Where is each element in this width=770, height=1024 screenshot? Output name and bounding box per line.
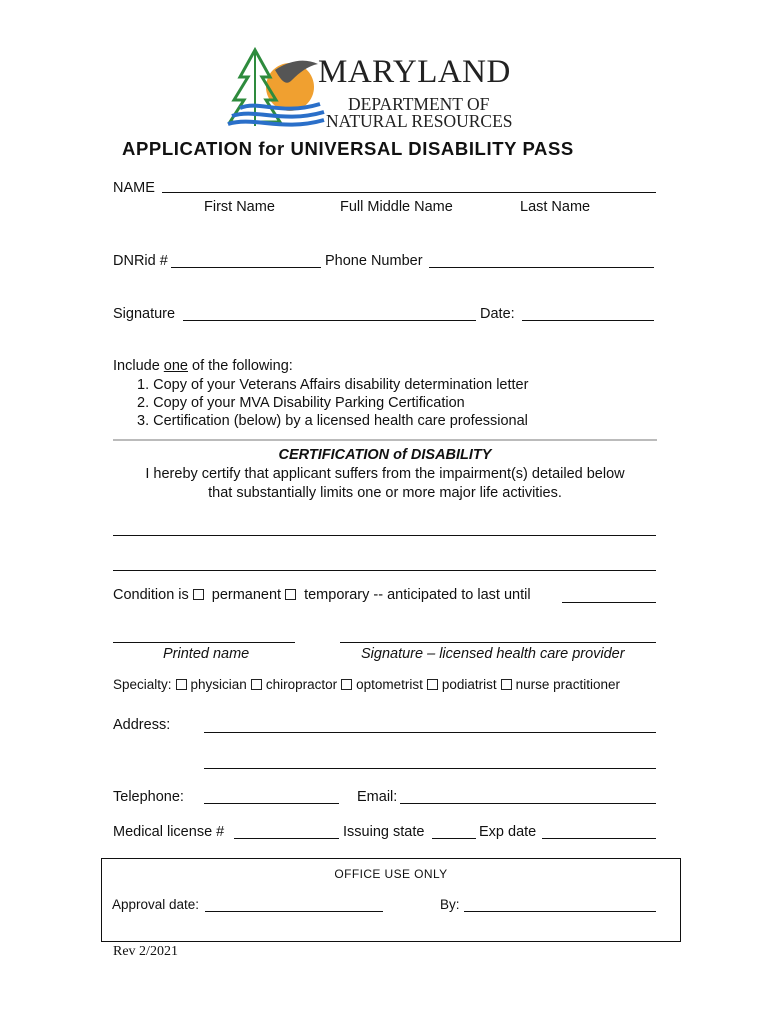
email-label: Email: <box>357 789 398 805</box>
condition-label: Condition is <box>113 587 189 603</box>
exp-date-field[interactable] <box>542 823 656 839</box>
certification-heading: CERTIFICATION of DISABILITY <box>278 447 492 463</box>
physician-checkbox[interactable] <box>176 679 187 690</box>
telephone-label: Telephone: <box>113 789 184 805</box>
impairment-line-2[interactable] <box>113 555 656 571</box>
include-item-1: 1. Copy of your Veterans Affairs disability determination letter <box>137 377 529 393</box>
certification-line1: I hereby certify that applicant suffers from the impairment(s) detailed below <box>145 466 625 482</box>
telephone-field[interactable] <box>204 788 339 804</box>
license-label: Medical license # <box>113 824 225 840</box>
optometrist-checkbox[interactable] <box>341 679 352 690</box>
include-suffix: of the following: <box>188 358 293 374</box>
exp-date-label: Exp date <box>479 824 537 840</box>
office-by-field[interactable] <box>464 897 656 912</box>
address-label: Address: <box>113 717 171 733</box>
provider-signature-caption: Signature – licensed health care provider <box>361 646 625 662</box>
approval-date-field[interactable] <box>205 897 383 912</box>
specialty-label: Specialty: <box>113 677 172 692</box>
form-title: APPLICATION for UNIVERSAL DISABILITY PASS <box>122 138 574 159</box>
printed-name-caption: Printed name <box>163 646 250 662</box>
podiatrist-checkbox[interactable] <box>427 679 438 690</box>
impairment-line-1[interactable] <box>113 520 656 536</box>
office-use-box <box>101 858 681 942</box>
nurse-practitioner-checkbox[interactable] <box>501 679 512 690</box>
permanent-checkbox[interactable] <box>193 589 204 600</box>
issuing-state-field[interactable] <box>432 823 476 839</box>
signature-label: Signature <box>113 306 176 322</box>
logo-maryland-text: MARYLAND <box>318 54 511 90</box>
last-name-caption: Last Name <box>520 199 591 215</box>
first-name-caption: First Name <box>204 199 275 215</box>
specialty-row <box>113 677 620 692</box>
dnr-logo-mark-icon <box>220 42 330 132</box>
name-field[interactable] <box>162 177 656 193</box>
name-label: NAME <box>113 180 155 196</box>
office-use-heading: OFFICE USE ONLY <box>334 867 448 881</box>
logo-dept-line2: NATURAL RESOURCES <box>326 111 513 131</box>
section-divider <box>113 439 657 441</box>
signature-field[interactable] <box>183 305 476 321</box>
permanent-label: permanent <box>211 587 282 603</box>
provider-signature-field[interactable] <box>340 627 656 643</box>
issuing-state-label: Issuing state <box>343 824 425 840</box>
office-by-label: By: <box>440 897 460 912</box>
printed-name-field[interactable] <box>113 627 295 643</box>
phone-label: Phone Number <box>325 253 423 269</box>
middle-name-caption: Full Middle Name <box>340 199 453 215</box>
include-prefix: Include <box>113 358 164 374</box>
include-intro <box>113 358 293 374</box>
date-field[interactable] <box>522 305 654 321</box>
email-field[interactable] <box>400 788 656 804</box>
certification-line2: that substantially limits one or more major life activities. <box>208 485 562 501</box>
phone-field[interactable] <box>429 252 654 268</box>
specialty-option-podiatrist: podiatrist <box>441 677 497 692</box>
dnrid-label: DNRid # <box>113 253 168 269</box>
condition-row <box>113 587 531 603</box>
specialty-option-chiropractor: chiropractor <box>265 677 338 692</box>
dnr-logo <box>220 42 550 132</box>
specialty-option-nurse-practitioner: nurse practitioner <box>515 677 620 692</box>
include-item-2: 2. Copy of your MVA Disability Parking Certification <box>137 395 465 411</box>
address-line-1[interactable] <box>204 717 656 733</box>
specialty-option-physician: physician <box>190 677 247 692</box>
revision-text: Rev 2/2021 <box>113 944 178 959</box>
include-one: one <box>163 358 188 374</box>
temporary-until-field[interactable] <box>562 587 656 603</box>
chiropractor-checkbox[interactable] <box>251 679 262 690</box>
temporary-checkbox[interactable] <box>285 589 296 600</box>
approval-date-label: Approval date: <box>112 897 200 912</box>
date-label: Date: <box>480 306 515 322</box>
dnrid-field[interactable] <box>171 252 321 268</box>
logo-dept-line1: DEPARTMENT OF <box>348 94 490 114</box>
address-line-2[interactable] <box>204 753 656 769</box>
temporary-label: temporary -- anticipated to last until <box>304 587 531 603</box>
include-item-3: 3. Certification (below) by a licensed health care professional <box>137 413 528 429</box>
license-field[interactable] <box>234 823 339 839</box>
specialty-option-optometrist: optometrist <box>356 677 423 692</box>
